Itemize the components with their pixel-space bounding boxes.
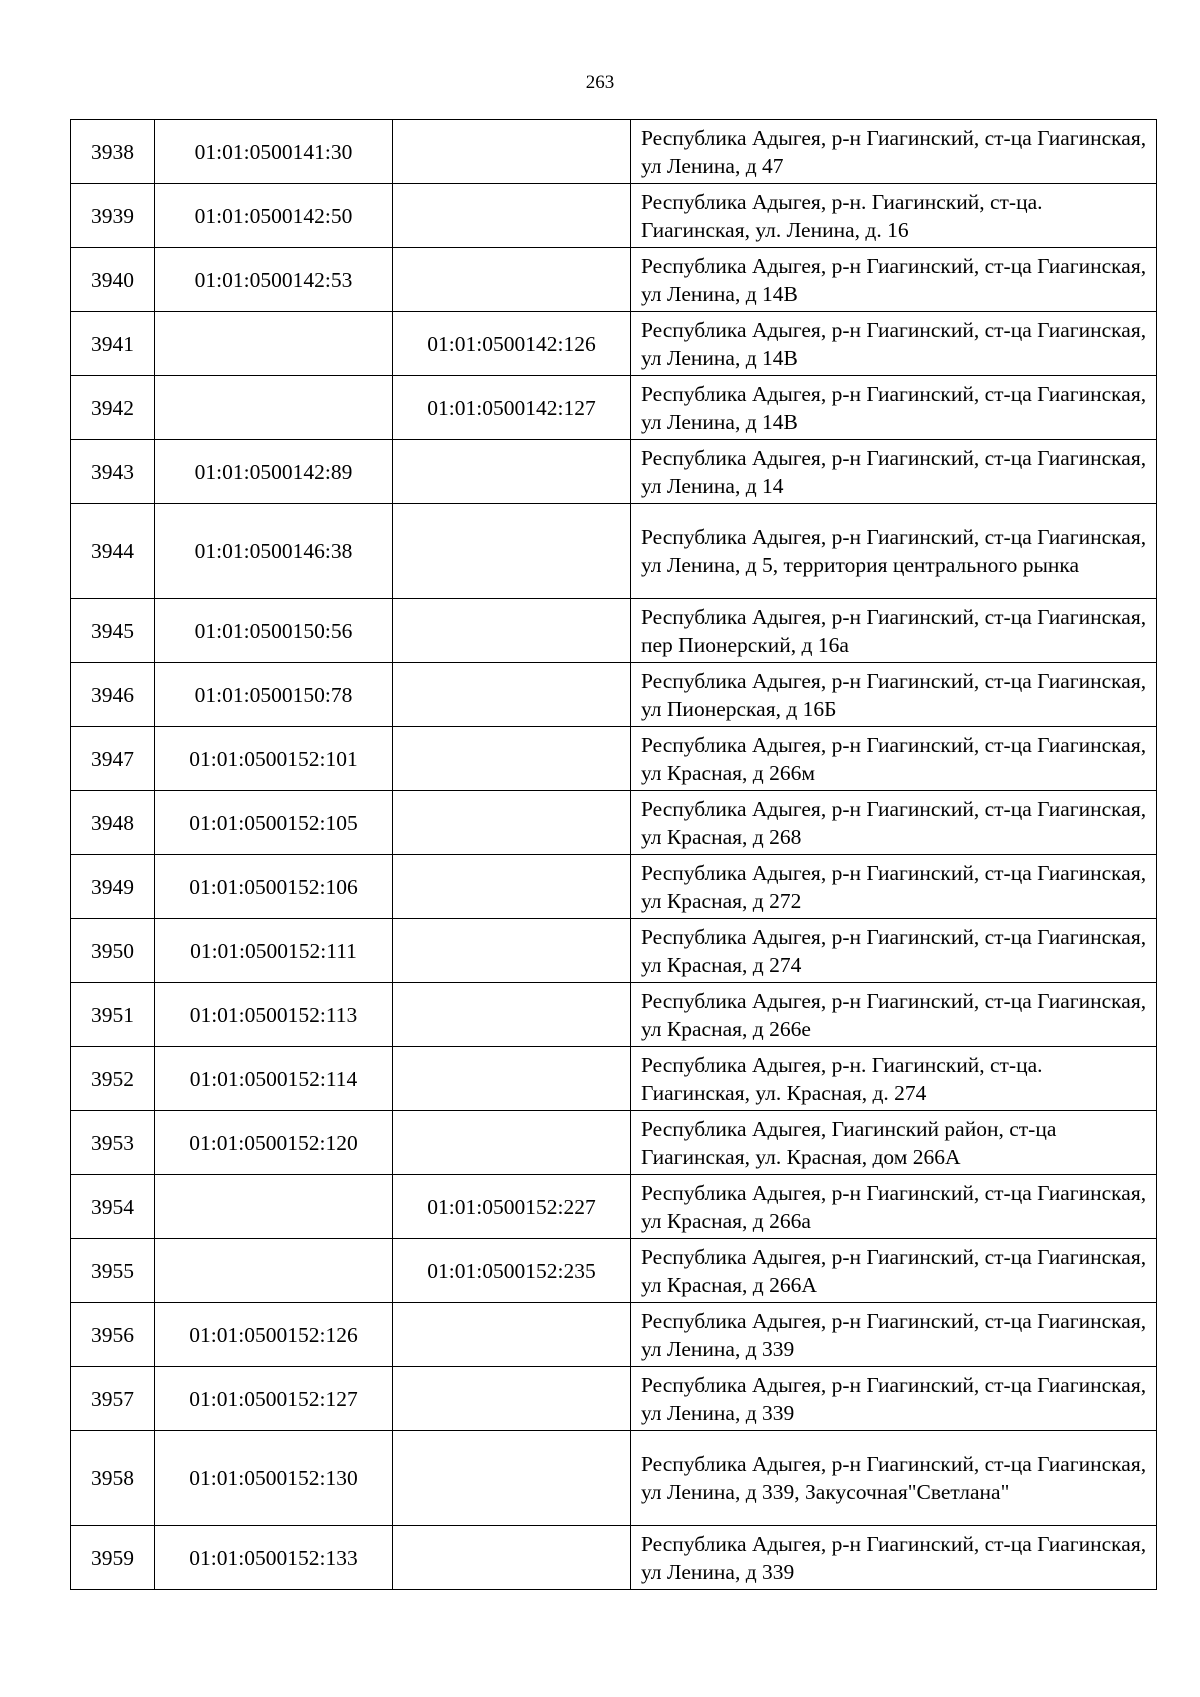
row-number: 3953 xyxy=(71,1111,155,1175)
row-number: 3955 xyxy=(71,1239,155,1303)
object-cadastral-number: 01:01:0500142:127 xyxy=(393,376,631,440)
table-row xyxy=(71,248,1157,312)
address-cell: Республика Адыгея, р-н Гиагинский, ст-ца Гиагинская, ул Красная, д 266А xyxy=(631,1239,1157,1303)
address-cell: Республика Адыгея, р-н Гиагинский, ст-ца Гиагинская, ул Ленина, д 14 xyxy=(631,440,1157,504)
object-cadastral-number xyxy=(393,1111,631,1175)
table-row xyxy=(71,919,1157,983)
address-cell: Республика Адыгея, р-н Гиагинский, ст-ца Гиагинская, ул Ленина, д 339 xyxy=(631,1303,1157,1367)
object-cadastral-number xyxy=(393,504,631,599)
land-cadastral-number xyxy=(155,376,393,440)
table-row xyxy=(71,1047,1157,1111)
table-row xyxy=(71,1367,1157,1431)
row-number: 3958 xyxy=(71,1431,155,1526)
address-cell: Республика Адыгея, р-н. Гиагинский, ст-ца. Гиагинская, ул. Красная, д. 274 xyxy=(631,1047,1157,1111)
address-cell: Республика Адыгея, р-н Гиагинский, ст-ца Гиагинская, ул Красная, д 266м xyxy=(631,727,1157,791)
row-number: 3941 xyxy=(71,312,155,376)
row-number: 3951 xyxy=(71,983,155,1047)
object-cadastral-number xyxy=(393,1526,631,1590)
address-cell: Республика Адыгея, р-н Гиагинский, ст-ца Гиагинская, пер Пионерский, д 16а xyxy=(631,599,1157,663)
registry-table xyxy=(70,119,1157,1590)
land-cadastral-number: 01:01:0500152:114 xyxy=(155,1047,393,1111)
land-cadastral-number: 01:01:0500152:130 xyxy=(155,1431,393,1526)
object-cadastral-number xyxy=(393,1431,631,1526)
row-number: 3938 xyxy=(71,120,155,184)
land-cadastral-number: 01:01:0500146:38 xyxy=(155,504,393,599)
row-number: 3946 xyxy=(71,663,155,727)
object-cadastral-number xyxy=(393,663,631,727)
table-row xyxy=(71,376,1157,440)
table-row xyxy=(71,1431,1157,1526)
object-cadastral-number xyxy=(393,120,631,184)
object-cadastral-number xyxy=(393,919,631,983)
land-cadastral-number: 01:01:0500142:89 xyxy=(155,440,393,504)
land-cadastral-number xyxy=(155,312,393,376)
table-row xyxy=(71,791,1157,855)
table-row xyxy=(71,440,1157,504)
table-row xyxy=(71,663,1157,727)
land-cadastral-number: 01:01:0500141:30 xyxy=(155,120,393,184)
land-cadastral-number: 01:01:0500152:101 xyxy=(155,727,393,791)
address-cell: Республика Адыгея, р-н Гиагинский, ст-ца Гиагинская, ул Ленина, д 339, Закусочная"Светлана" xyxy=(631,1431,1157,1526)
address-cell: Республика Адыгея, р-н Гиагинский, ст-ца Гиагинская, ул Ленина, д 14В xyxy=(631,248,1157,312)
table-row xyxy=(71,1303,1157,1367)
object-cadastral-number xyxy=(393,248,631,312)
row-number: 3944 xyxy=(71,504,155,599)
table-row xyxy=(71,1239,1157,1303)
address-cell: Республика Адыгея, р-н Гиагинский, ст-ца Гиагинская, ул Ленина, д 47 xyxy=(631,120,1157,184)
table-row xyxy=(71,1526,1157,1590)
table-row xyxy=(71,727,1157,791)
land-cadastral-number: 01:01:0500150:56 xyxy=(155,599,393,663)
address-cell: Республика Адыгея, р-н Гиагинский, ст-ца Гиагинская, ул Ленина, д 339 xyxy=(631,1367,1157,1431)
land-cadastral-number: 01:01:0500152:113 xyxy=(155,983,393,1047)
row-number: 3943 xyxy=(71,440,155,504)
object-cadastral-number xyxy=(393,184,631,248)
row-number: 3959 xyxy=(71,1526,155,1590)
land-cadastral-number: 01:01:0500152:133 xyxy=(155,1526,393,1590)
object-cadastral-number xyxy=(393,791,631,855)
address-cell: Республика Адыгея, р-н Гиагинский, ст-ца Гиагинская, ул Красная, д 266е xyxy=(631,983,1157,1047)
address-cell: Республика Адыгея, р-н Гиагинский, ст-ца Гиагинская, ул Ленина, д 14В xyxy=(631,376,1157,440)
table-row xyxy=(71,184,1157,248)
row-number: 3947 xyxy=(71,727,155,791)
table-row xyxy=(71,855,1157,919)
row-number: 3939 xyxy=(71,184,155,248)
table-row xyxy=(71,1175,1157,1239)
table-row xyxy=(71,504,1157,599)
land-cadastral-number: 01:01:0500152:106 xyxy=(155,855,393,919)
row-number: 3954 xyxy=(71,1175,155,1239)
object-cadastral-number xyxy=(393,855,631,919)
object-cadastral-number: 01:01:0500142:126 xyxy=(393,312,631,376)
land-cadastral-number: 01:01:0500152:126 xyxy=(155,1303,393,1367)
address-cell: Республика Адыгея, р-н Гиагинский, ст-ца Гиагинская, ул Пионерская, д 16Б xyxy=(631,663,1157,727)
land-cadastral-number: 01:01:0500142:50 xyxy=(155,184,393,248)
address-cell: Республика Адыгея, Гиагинский район, ст-ца Гиагинская, ул. Красная, дом 266А xyxy=(631,1111,1157,1175)
land-cadastral-number: 01:01:0500152:111 xyxy=(155,919,393,983)
object-cadastral-number xyxy=(393,440,631,504)
table-row xyxy=(71,599,1157,663)
address-cell: Республика Адыгея, р-н Гиагинский, ст-ца Гиагинская, ул Красная, д 274 xyxy=(631,919,1157,983)
object-cadastral-number xyxy=(393,727,631,791)
address-cell: Республика Адыгея, р-н. Гиагинский, ст-ца. Гиагинская, ул. Ленина, д. 16 xyxy=(631,184,1157,248)
land-cadastral-number: 01:01:0500150:78 xyxy=(155,663,393,727)
table-row xyxy=(71,120,1157,184)
land-cadastral-number xyxy=(155,1239,393,1303)
object-cadastral-number: 01:01:0500152:227 xyxy=(393,1175,631,1239)
row-number: 3952 xyxy=(71,1047,155,1111)
land-cadastral-number: 01:01:0500142:53 xyxy=(155,248,393,312)
row-number: 3957 xyxy=(71,1367,155,1431)
table-row xyxy=(71,1111,1157,1175)
address-cell: Республика Адыгея, р-н Гиагинский, ст-ца Гиагинская, ул Красная, д 268 xyxy=(631,791,1157,855)
row-number: 3949 xyxy=(71,855,155,919)
land-cadastral-number: 01:01:0500152:120 xyxy=(155,1111,393,1175)
row-number: 3956 xyxy=(71,1303,155,1367)
row-number: 3945 xyxy=(71,599,155,663)
row-number: 3942 xyxy=(71,376,155,440)
address-cell: Республика Адыгея, р-н Гиагинский, ст-ца Гиагинская, ул Красная, д 272 xyxy=(631,855,1157,919)
table-row xyxy=(71,312,1157,376)
object-cadastral-number xyxy=(393,1303,631,1367)
address-cell: Республика Адыгея, р-н Гиагинский, ст-ца Гиагинская, ул Ленина, д 339 xyxy=(631,1526,1157,1590)
row-number: 3950 xyxy=(71,919,155,983)
object-cadastral-number xyxy=(393,983,631,1047)
object-cadastral-number: 01:01:0500152:235 xyxy=(393,1239,631,1303)
object-cadastral-number xyxy=(393,599,631,663)
object-cadastral-number xyxy=(393,1367,631,1431)
row-number: 3940 xyxy=(71,248,155,312)
address-cell: Республика Адыгея, р-н Гиагинский, ст-ца Гиагинская, ул Ленина, д 5, территория центрального рынка xyxy=(631,504,1157,599)
address-cell: Республика Адыгея, р-н Гиагинский, ст-ца Гиагинская, ул Ленина, д 14В xyxy=(631,312,1157,376)
row-number: 3948 xyxy=(71,791,155,855)
page-number: 263 xyxy=(585,72,615,93)
object-cadastral-number xyxy=(393,1047,631,1111)
land-cadastral-number: 01:01:0500152:105 xyxy=(155,791,393,855)
land-cadastral-number xyxy=(155,1175,393,1239)
table-row xyxy=(71,983,1157,1047)
address-cell: Республика Адыгея, р-н Гиагинский, ст-ца Гиагинская, ул Красная, д 266а xyxy=(631,1175,1157,1239)
land-cadastral-number: 01:01:0500152:127 xyxy=(155,1367,393,1431)
